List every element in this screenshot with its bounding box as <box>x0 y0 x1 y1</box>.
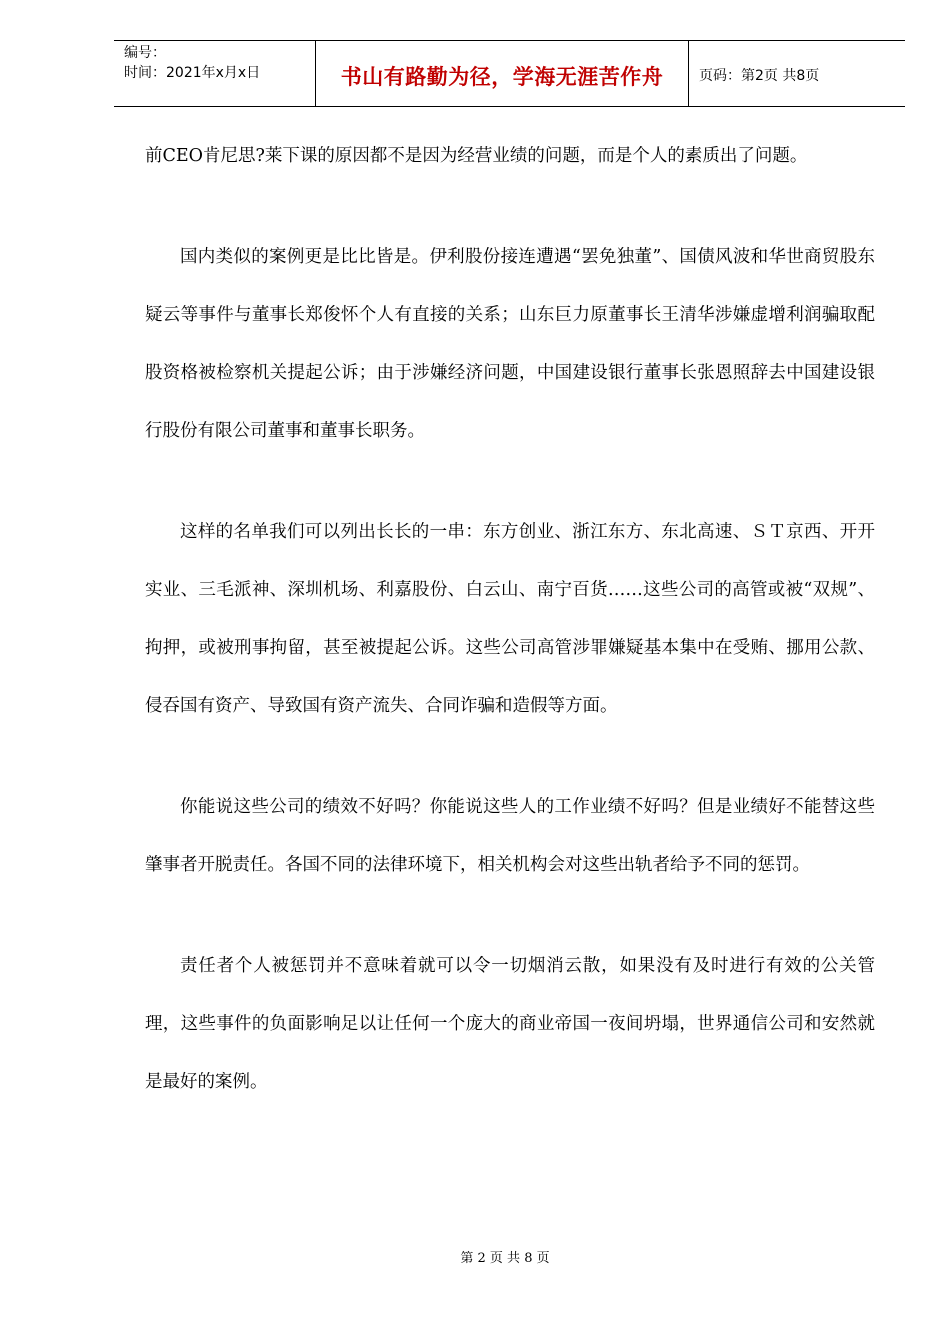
header-page-info: 页码：第2页 共8页 <box>699 67 820 84</box>
page-header <box>114 40 905 107</box>
document-number-label: 编号： <box>124 45 166 61</box>
header-motto-cell <box>316 41 689 106</box>
paragraph-2: 国内类似的案例更是比比皆是。伊利股份接连遭遇“罢免独董”、国债风波和华世商贸股东疑云等事件与董事长郑俊怀个人有直接的关系；山东巨力原董事长王清华涉嫌虚增利润骗取配股资格被检察机关提起公诉；由于涉嫌经济问题，中国建设银行董事长张恩照辞去中国建设银行股份有限公司董事和董事长职务。 <box>145 247 875 441</box>
paragraph-3: 这样的名单我们可以列出长长的一串：东方创业、浙江东方、东北高速、ＳＴ京西、开开实业、三毛派神、深圳机场、利嘉股份、白云山、南宁百货……这些公司的高管或被“双规”、拘押，或被刑事拘留，甚至被提起公诉。这些公司高管涉罪嫌疑基本集中在受贿、挪用公款、侵吞国有资产、导致国有资产流失、合同诈骗和造假等方面。 <box>145 522 875 716</box>
page-footer: 第 2 页 共 8 页 <box>460 1251 550 1266</box>
document-time-label: 时间：2021年x月x日 <box>124 65 261 81</box>
header-page-cell <box>689 41 905 106</box>
header-meta-cell <box>114 41 316 106</box>
paragraph-5: 责任者个人被惩罚并不意味着就可以令一切烟消云散，如果没有及时进行有效的公关管理，这些事件的负面影响足以让任何一个庞大的商业帝国一夜间坍塌，世界通信公司和安然就是最好的案例。 <box>145 956 875 1092</box>
paragraph-1: 前CEO肯尼思?莱下课的原因都不是因为经营业绩的问题，而是个人的素质出了问题。 <box>145 146 808 166</box>
document-body <box>145 127 875 1111</box>
paragraph-4: 你能说这些公司的绩效不好吗？你能说这些人的工作业绩不好吗？但是业绩好不能替这些肇事者开脱责任。各国不同的法律环境下，相关机构会对这些出轨者给予不同的惩罚。 <box>145 797 875 875</box>
header-motto: 书山有路勤为径，学海无涯苦作舟 <box>340 64 664 89</box>
